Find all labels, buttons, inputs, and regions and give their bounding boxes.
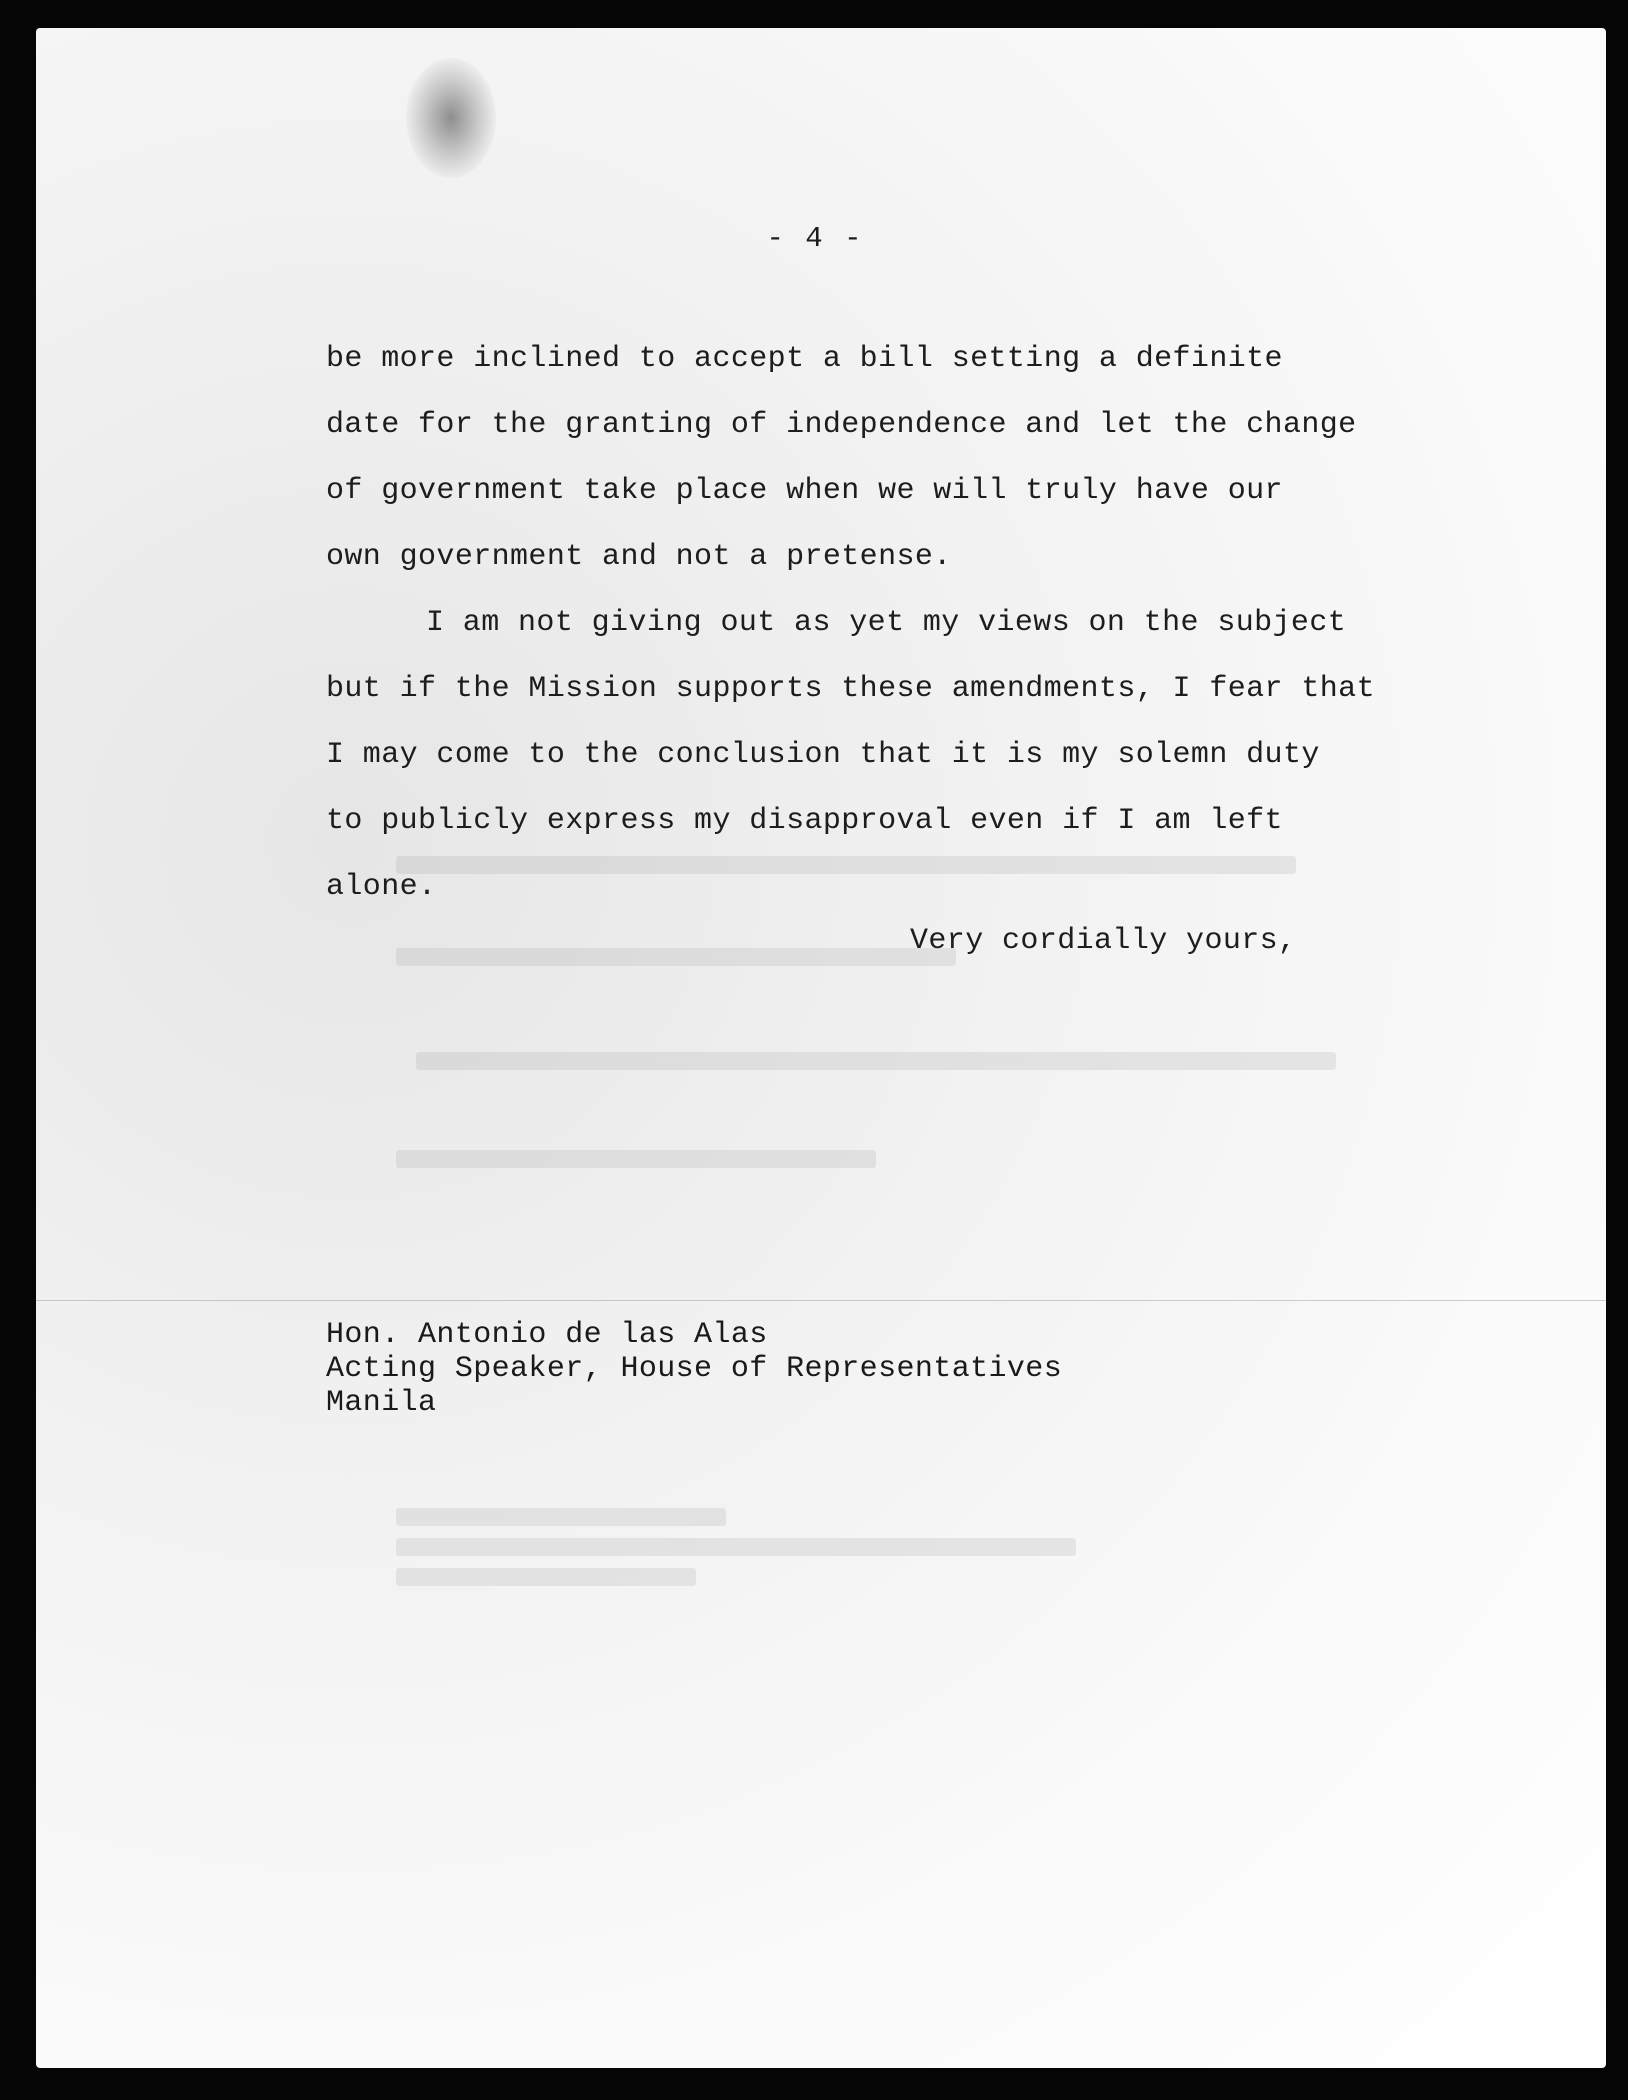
body-line: to publicly express my disapproval even if I am left (326, 804, 1283, 838)
recipient-address (326, 1318, 1062, 1420)
bleed-through-mark (396, 1508, 726, 1526)
body-line: I may come to the conclusion that it is my solemn duty (326, 738, 1320, 772)
recipient-name: Hon. Antonio de las Alas (326, 1318, 768, 1352)
bleed-through-mark (396, 948, 956, 966)
bleed-through-mark (416, 1052, 1336, 1070)
body-line: own government and not a pretense. (326, 540, 952, 574)
ink-smudge (406, 58, 496, 178)
body-line: be more inclined to accept a bill setting a definite (326, 342, 1283, 376)
body-line: of government take place when we will truly have our (326, 474, 1283, 508)
scan-fold-line (36, 1300, 1606, 1301)
bleed-through-mark (396, 1150, 876, 1168)
letter-body (326, 326, 1496, 920)
recipient-title: Acting Speaker, House of Representatives (326, 1352, 1063, 1386)
body-line: but if the Mission supports these amendments, I fear that (326, 672, 1375, 706)
page-number: - 4 - (766, 222, 864, 255)
bleed-through-mark (396, 1568, 696, 1586)
body-line: I am not giving out as yet my views on the subject (426, 606, 1347, 640)
recipient-city: Manila (326, 1386, 437, 1420)
body-line: date for the granting of independence and let the change (326, 408, 1357, 442)
bleed-through-mark (396, 1538, 1076, 1556)
body-line: alone. (326, 870, 437, 904)
complimentary-close: Very cordially yours, (910, 924, 1297, 958)
